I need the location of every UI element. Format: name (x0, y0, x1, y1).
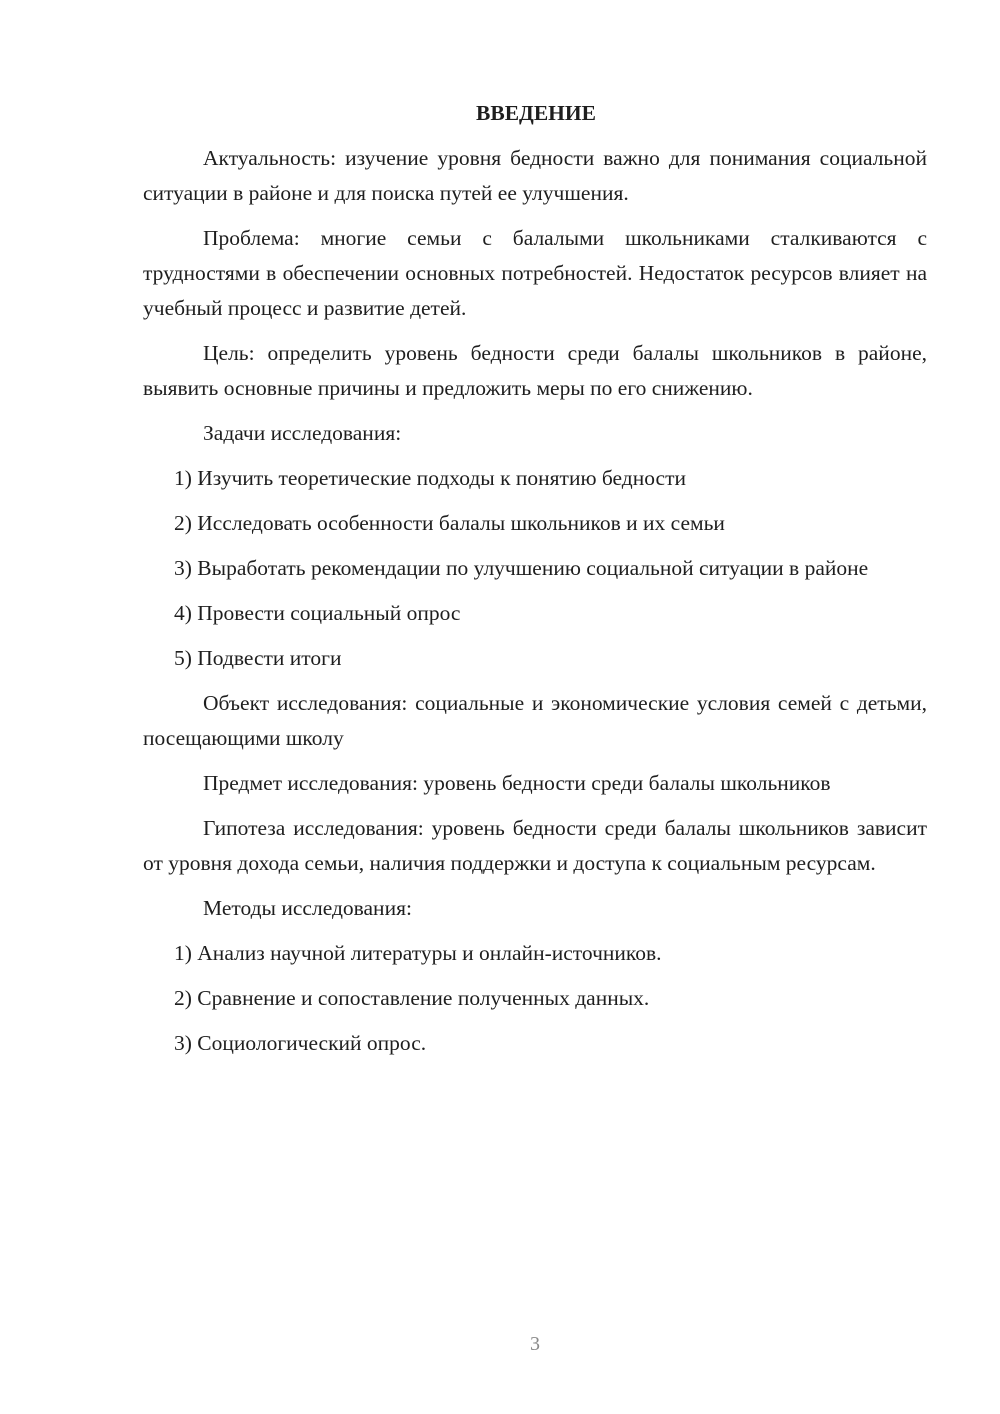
tasks-heading: Задачи исследования: (203, 421, 402, 445)
task-item: 4) Провести социальный опрос (174, 601, 461, 625)
hypothesis-paragraph: Гипотеза исследования: уровень бедности среди балалы школьников зависит от уровня дохода семьи, наличия поддержки и доступа к социальным ресурсам. (143, 816, 927, 875)
task-item: 3) Выработать рекомендации по улучшению социальной ситуации в районе (174, 556, 869, 580)
problem-paragraph: Проблема: многие семьи с балалыми школьниками сталкиваются с трудностями в обеспечении основных потребностей. Недостаток ресурсов влияет на учебный процесс и развитие детей. (143, 226, 927, 320)
page-number: 3 (530, 1333, 540, 1355)
methods-heading: Методы исследования: (203, 896, 412, 920)
method-item: 1) Анализ научной литературы и онлайн-источников. (174, 941, 662, 965)
subject-paragraph: Предмет исследования: уровень бедности среди балалы школьников (203, 771, 831, 795)
method-item: 2) Сравнение и сопоставление полученных данных. (174, 986, 650, 1010)
goal-paragraph: Цель: определить уровень бедности среди балалы школьников в районе, выявить основные причины и предложить меры по его снижению. (143, 341, 927, 400)
section-title: ВВЕДЕНИЕ (476, 101, 596, 125)
task-item: 5) Подвести итоги (174, 646, 342, 670)
relevance-paragraph: Актуальность: изучение уровня бедности важно для понимания социальной ситуации в районе и для поиска путей ее улучшения. (143, 146, 927, 205)
task-item: 1) Изучить теоретические подходы к понятию бедности (174, 466, 686, 490)
object-paragraph: Объект исследования: социальные и экономические условия семей с детьми, посещающими школу (143, 691, 927, 750)
document-body (143, 96, 927, 1071)
method-item: 3) Социологический опрос. (174, 1031, 427, 1055)
task-item: 2) Исследовать особенности балалы школьников и их семьи (174, 511, 725, 535)
